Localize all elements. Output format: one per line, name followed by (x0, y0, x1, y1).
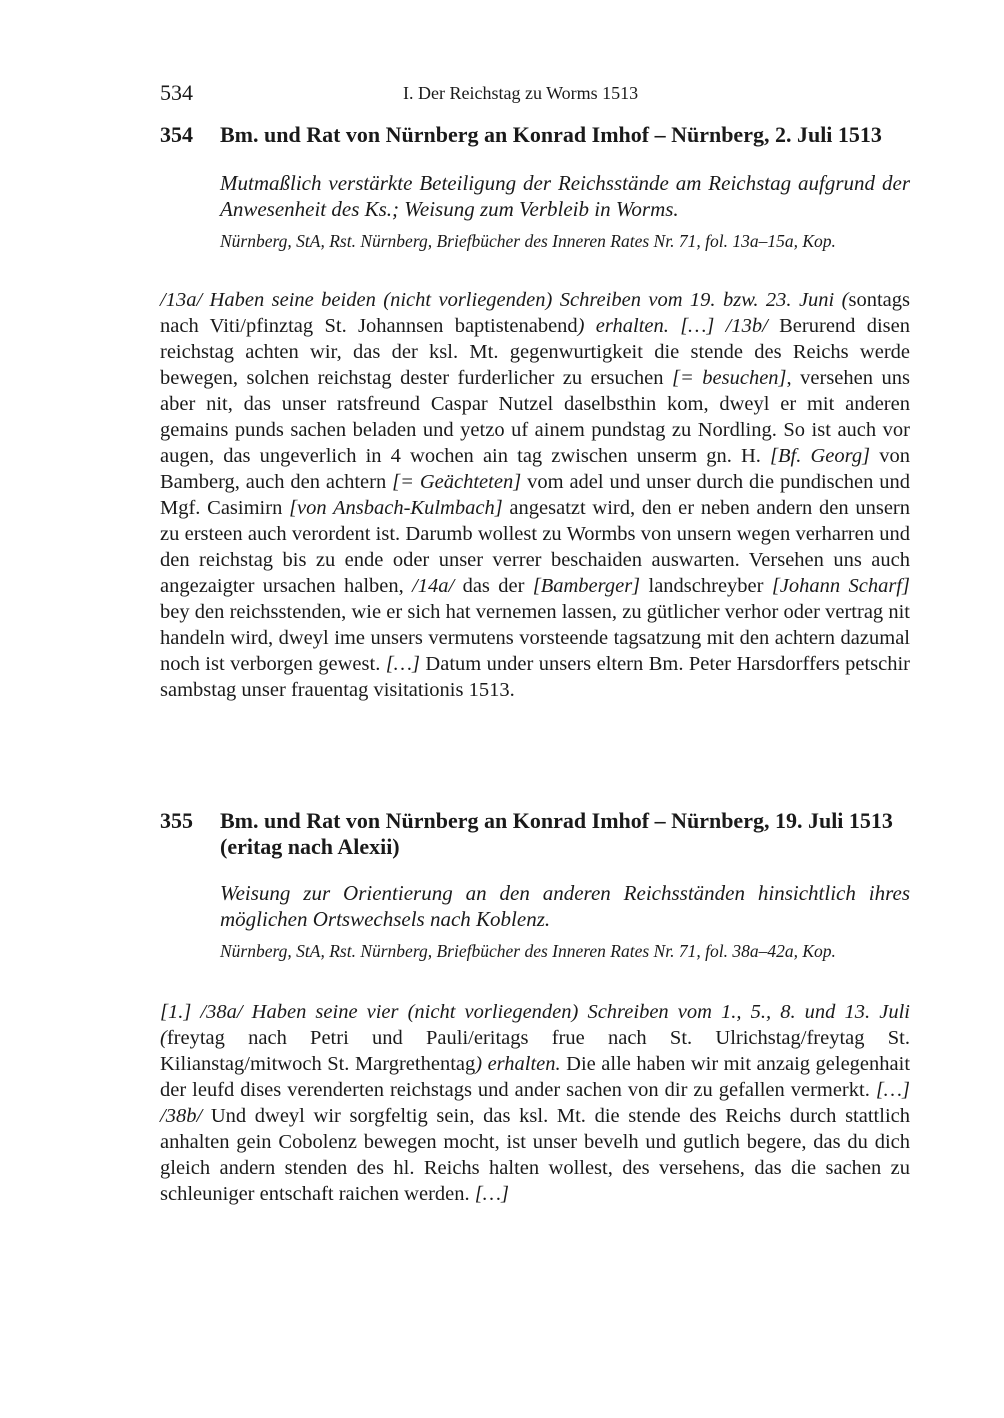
source-text: Berurend disen reichstag achten wir, das der ksl. Mt. gegenwurtigkeit die stende des Reichs werde bewegen, solchen reichstag dester furderlicher zu ersuchen (160, 315, 910, 389)
editorial-text: [1.] /38a/ Haben seine vier (nicht vorliegenden) Schreiben vom 1., 5., 8. und 13. Juli ( (160, 1001, 910, 1049)
doc-355-body (160, 999, 910, 1207)
doc-354-regest: Mutmaßlich verstärkte Beteiligung der Reichsstände am Reichstag aufgrund der Anwesenheit des Ks.; Weisung zum Verbleib in Worms. (220, 171, 910, 221)
editorial-text: /14a/ (412, 575, 455, 597)
editorial-text: /13a/ Haben seine beiden (nicht vorliegenden) Schreiben vom 19. bzw. 23. Juni ( (160, 289, 849, 311)
source-text: Und dweyl wir sorgfeltig sein, das ksl. Mt. die stende des Reichs durch stattlich anhalten gein Cobolenz bewegen mocht, ist unser bevelh und gutlich begere, das du dich gleich andern stenden des hl. Reichs halten wollest, des versehens, das die sachen zu schleuniger entschaft raichen werden. (160, 1105, 910, 1205)
editorial-text: [von Ansbach-Kulmbach] (289, 497, 503, 519)
doc-355-regest: Weisung zur Orientierung an den anderen Reichsständen hinsichtlich ihres möglichen Ortswechsels nach Koblenz. (220, 881, 910, 931)
editorial-text: [Bf. Georg] (770, 445, 871, 467)
editorial-text: […] (385, 653, 420, 675)
doc-number: 355 (160, 808, 193, 833)
source-text: angesatzt wird, den er neben andern den unsern zu ersteen auch verordent ist. Darumb wollest zu Wormbs von unsern wegen verharren und den reichstag bis zu ende oder unser verrer beschaiden auswarten. Versehen uns auch angezaigter ursachen halben, (160, 497, 911, 597)
doc-354-source: Nürnberg, StA, Rst. Nürnberg, Briefbücher des Inneren Rates Nr. 71, fol. 13a–15a, Kop. (220, 231, 836, 251)
doc-number: 354 (160, 122, 193, 147)
editorial-text: […] (474, 1183, 509, 1205)
source-text: landschreyber (640, 575, 772, 597)
source-text: Datum under unsers eltern Bm. Peter Harsdorffers petschir sambstag unser frauentag visitationis 1513. (160, 653, 911, 701)
editorial-text: [Johann Scharf] (771, 575, 910, 597)
doc-title: Bm. und Rat von Nürnberg an Konrad Imhof – Nürnberg, 2. Juli 1513 (220, 122, 882, 147)
editorial-text: [= besuchen] (671, 367, 787, 389)
source-text: von Bamberg, auch den achtern (160, 445, 910, 493)
source-text: , versehen uns aber nit, das unser ratsfreund Caspar Nutzel daselbsthin kom, dweyl er mit anderen gemains punds sachen beladen und yetzo uf ainem pundstag zu Nordling. So ist auch vor augen, das ungeverlich in 4 wochen ain tag zwischen unserm gn. H. (160, 367, 910, 467)
source-text: Die alle haben wir mit anzaig gelegenhait der leufd dises verenderten reichstags und ander sachen von dir zu gefallen vermerkt. (160, 1053, 911, 1101)
editorial-text: […] /38b/ (160, 1079, 910, 1127)
source-text: freytag nach Petri und Pauli/eritags frue nach St. Ulrichstag/freytag St. Kilianstag/mitwoch St. Margrethentag (160, 1027, 910, 1075)
source-text: bey den reichsstenden, wie er sich hat vernemen lassen, zu gütlicher verhor oder vertrag nit handeln wird, dweyl ime unsers vermutens vorsteende tagsatzung mit den achtern dazumal noch ist verborgen gewest. (160, 601, 910, 675)
source-text: das der (454, 575, 533, 597)
source-text: sontags nach Viti/pfinztag St. Johannsen baptistenabend (160, 289, 910, 337)
editorial-text: [Bamberger] (532, 575, 641, 597)
editorial-text: ) erhalten. […] /13b/ (577, 315, 768, 337)
editorial-text: [= Geächteten] (392, 471, 522, 493)
doc-title: Bm. und Rat von Nürnberg an Konrad Imhof – Nürnberg, 19. Juli 1513 (eritag nach Alexii) (220, 808, 893, 859)
doc-354-body (160, 287, 910, 703)
source-text: vom adel und unser durch die pundischen und Mgf. Casimirn (160, 471, 911, 519)
page-number: 534 (160, 80, 193, 105)
running-head (160, 80, 910, 110)
editorial-text: ) erhalten. (475, 1053, 561, 1075)
running-title: I. Der Reichstag zu Worms 1513 (403, 83, 639, 103)
doc-355-source: Nürnberg, StA, Rst. Nürnberg, Briefbücher des Inneren Rates Nr. 71, fol. 38a–42a, Kop. (220, 941, 836, 961)
